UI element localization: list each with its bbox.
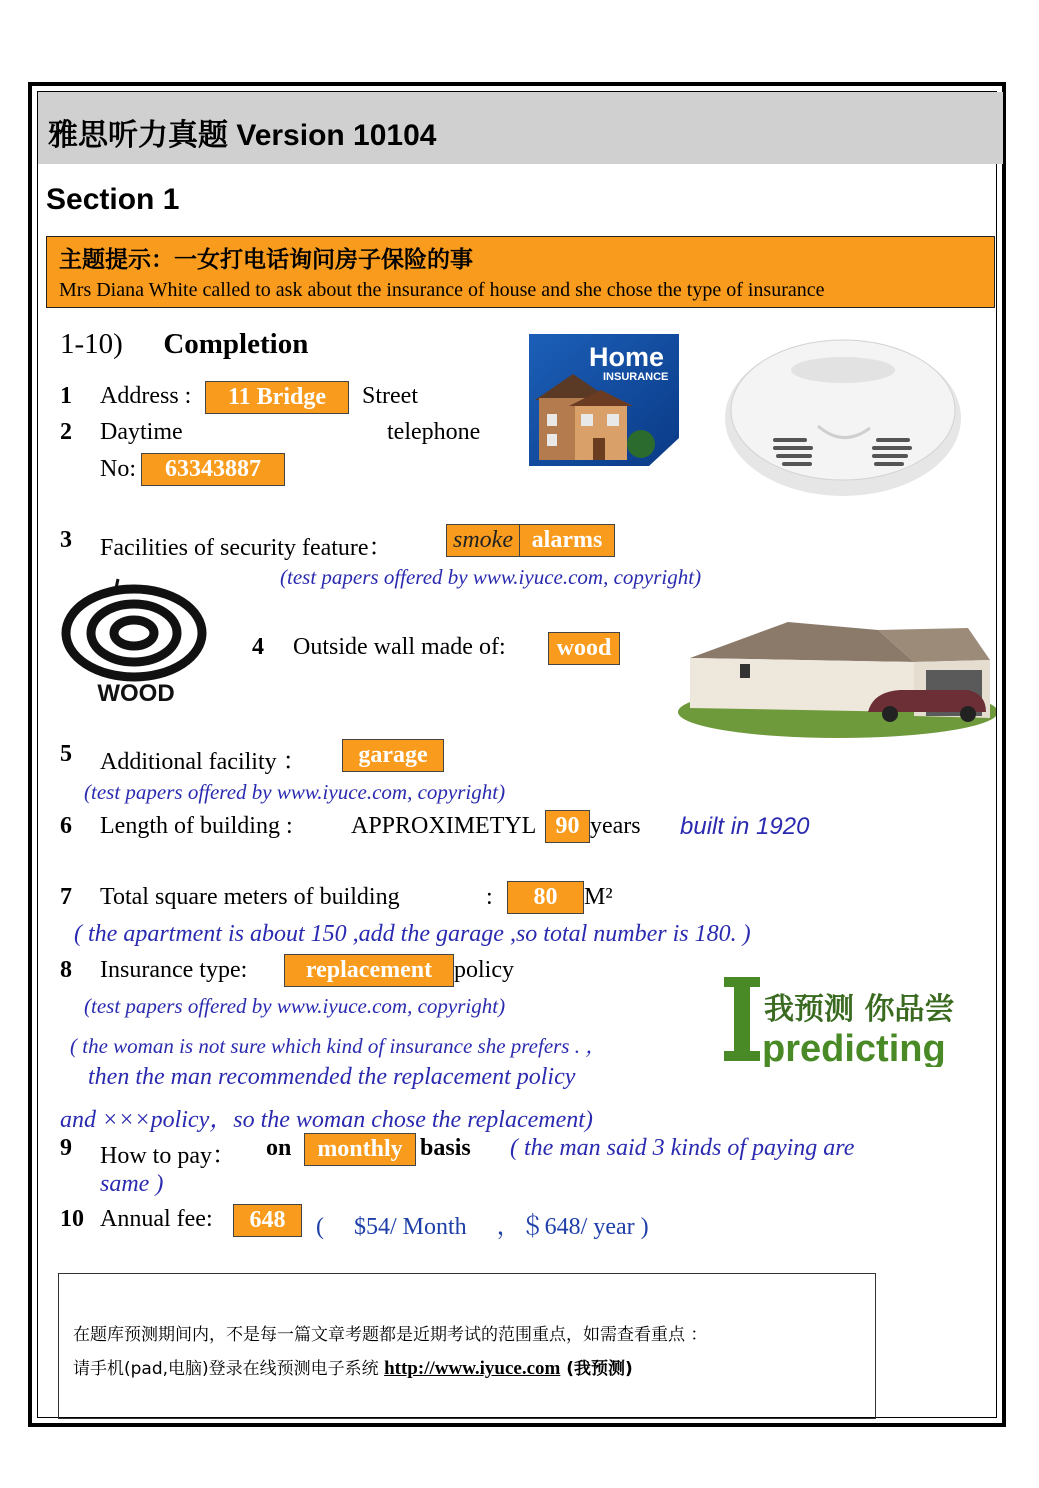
copyright-note-1: (test papers offered by www.iyuce.com, copyright) bbox=[280, 565, 702, 589]
footer-note-box bbox=[58, 1273, 876, 1419]
q8-note-3: and ×××policy，so the woman chose the replacement) bbox=[60, 1107, 593, 1133]
q4-answer: wood bbox=[548, 632, 620, 665]
footer-link[interactable]: http://www.iyuce.com bbox=[384, 1358, 561, 1379]
q9-pre: on bbox=[266, 1135, 292, 1161]
q10-note: ( $54/ Month ，＄648/ year ) bbox=[316, 1214, 649, 1240]
q7-colon: : bbox=[486, 884, 493, 910]
q9-note-2: same ) bbox=[100, 1171, 164, 1197]
q8-answer: replacement bbox=[284, 954, 454, 987]
task-heading bbox=[60, 328, 308, 361]
q3-number: 3 bbox=[60, 527, 72, 553]
predicting-logo-image bbox=[720, 975, 982, 1067]
q5-answer: garage bbox=[342, 739, 444, 772]
q7-note: ( the apartment is about 150 ,add the garage ,so total number is 180. ) bbox=[74, 921, 751, 947]
task-range: 1-10) bbox=[60, 328, 123, 360]
q8-note-2: then the man recommended the replacement policy bbox=[88, 1064, 576, 1090]
q8-label: Insurance type: bbox=[100, 957, 248, 983]
page-title: 雅思听力真题 Version 10104 bbox=[48, 119, 437, 152]
q7-label: Total square meters of building bbox=[100, 884, 400, 910]
q8-number: 8 bbox=[60, 957, 72, 983]
q1-label: Address : bbox=[100, 383, 192, 409]
q1-number: 1 bbox=[60, 383, 72, 409]
q8-note-1: ( the woman is not sure which kind of insurance she prefers . ， bbox=[70, 1034, 607, 1058]
predicting-logo-chinese: 我预测 你品尝 bbox=[764, 992, 955, 1027]
footer-line-1: 在题库预测期间内，不是每一篇文章考题都是近期考试的范围重点，如需查看重点 ： bbox=[73, 1325, 708, 1345]
q8-suffix: policy bbox=[454, 957, 514, 983]
q6-label2: APPROXIMETYL bbox=[351, 813, 537, 839]
footer-line-2 bbox=[73, 1354, 633, 1380]
q9-number: 9 bbox=[60, 1135, 72, 1161]
predicting-logo-text: predicting bbox=[762, 1028, 946, 1067]
garage-image bbox=[668, 600, 996, 742]
q4-number: 4 bbox=[252, 634, 264, 660]
q10-label: Annual fee: bbox=[100, 1206, 213, 1232]
q10-answer: 648 bbox=[233, 1204, 302, 1237]
q1-answer: 11 Bridge bbox=[205, 381, 349, 414]
q6-suffix: years bbox=[590, 813, 641, 839]
q2-label-no: No: bbox=[100, 456, 136, 482]
q6-answer: 90 bbox=[545, 810, 590, 843]
q9-note-1: ( the man said 3 kinds of paying are bbox=[510, 1135, 855, 1161]
q4-label: Outside wall made of: bbox=[293, 634, 506, 660]
q2-label-telephone: telephone bbox=[387, 419, 481, 445]
q1-suffix: Street bbox=[362, 383, 418, 409]
home-insurance-subtitle: INSURANCE bbox=[603, 371, 669, 383]
q6-label: Length of building : bbox=[100, 813, 293, 839]
theme-english: Mrs Diana White called to ask about the insurance of house and she chose the type of insurance bbox=[59, 279, 825, 301]
q5-label: Additional facility ： bbox=[100, 749, 307, 775]
q7-answer: 80 bbox=[507, 881, 584, 914]
theme-box bbox=[46, 236, 995, 308]
task-type: Completion bbox=[163, 328, 309, 360]
q9-answer: monthly bbox=[304, 1133, 416, 1166]
q7-number: 7 bbox=[60, 884, 72, 910]
copyright-note-3: (test papers offered by www.iyuce.com, copyright) bbox=[84, 994, 506, 1018]
q7-suffix: M² bbox=[584, 884, 613, 910]
q3-answer-smoke: smoke bbox=[446, 524, 520, 557]
wood-logo-text: WOOD bbox=[97, 680, 175, 705]
section-title: Section 1 bbox=[46, 183, 180, 216]
theme-chinese: 主题提示：一女打电话询问房子保险的事 bbox=[59, 247, 473, 273]
q9-post: basis bbox=[420, 1135, 471, 1161]
q10-number: 10 bbox=[60, 1206, 84, 1232]
q6-number: 6 bbox=[60, 813, 72, 839]
footer-line-2-post: (我预测) bbox=[560, 1359, 633, 1379]
footer-line-2-pre: 请手机(pad,电脑)登录在线预测电子系统 bbox=[73, 1359, 385, 1379]
copyright-note-2: (test papers offered by www.iyuce.com, copyright) bbox=[84, 780, 506, 804]
home-insurance-image bbox=[529, 334, 679, 466]
q6-note: built in 1920 bbox=[680, 813, 810, 840]
smoke-alarm-image bbox=[718, 330, 968, 500]
q5-number: 5 bbox=[60, 741, 72, 767]
q9-label: How to pay： bbox=[100, 1143, 236, 1169]
q3-answer-alarms: alarms bbox=[519, 524, 615, 557]
q2-label-daytime: Daytime bbox=[100, 419, 183, 445]
q2-answer: 63343887 bbox=[141, 453, 285, 486]
wood-logo-image bbox=[60, 575, 212, 705]
header-bar bbox=[38, 92, 1003, 164]
home-insurance-title: Home bbox=[589, 342, 665, 372]
q3-label: Facilities of security feature： bbox=[100, 535, 393, 561]
q2-number: 2 bbox=[60, 419, 72, 445]
